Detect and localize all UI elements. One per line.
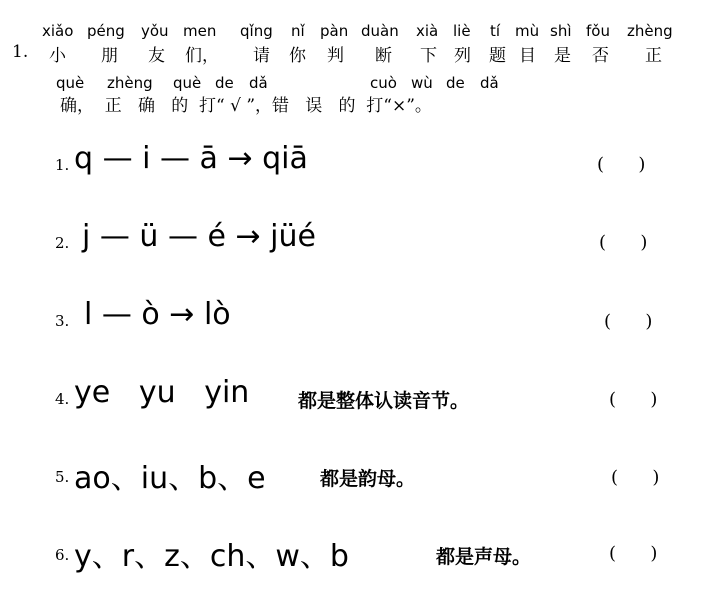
pinyin: xiǎo [42, 22, 74, 40]
hanzi: 你 [289, 46, 306, 66]
pinyin: shì [550, 22, 572, 40]
hanzi: 们， [185, 46, 219, 66]
pinyin: què [56, 74, 85, 92]
answer-blank[interactable]: ( ) [597, 154, 646, 175]
hanzi: 列 [454, 46, 471, 66]
statement-text: 都是声母。 [436, 546, 532, 568]
pinyin: nǐ [291, 22, 305, 40]
hanzi: 小 [49, 46, 66, 66]
item-number: 5. [55, 468, 70, 486]
statement-text: 都是韵母。 [320, 468, 416, 490]
item-number: 3. [55, 312, 70, 330]
pinyin: xià [416, 22, 439, 40]
pinyin: zhèng [627, 22, 673, 40]
answer-blank[interactable]: ( ) [599, 232, 648, 253]
pinyin: tí [490, 22, 501, 40]
statement-text: 都是整体认读音节。 [298, 390, 470, 412]
pinyin: fǒu [586, 22, 610, 40]
hanzi: 朋 [101, 46, 118, 66]
pinyin-expression: y、r、z、ch、w、b [74, 539, 349, 574]
answer-blank[interactable]: ( ) [609, 543, 658, 564]
hanzi: 题 [489, 46, 506, 66]
pinyin: què [173, 74, 202, 92]
pinyin: mù [515, 22, 540, 40]
pinyin: duàn [361, 22, 399, 40]
pinyin-expression: l — ò → lò [84, 297, 231, 332]
pinyin: de [215, 74, 234, 92]
hanzi: 是 [554, 46, 571, 66]
pinyin: de [446, 74, 465, 92]
pinyin: pàn [320, 22, 349, 40]
pinyin-expression: q — i — ā → qiā [74, 141, 308, 176]
pinyin: dǎ [480, 74, 499, 92]
hanzi: 下 [420, 46, 437, 66]
pinyin: liè [453, 22, 471, 40]
question-number: 1. [12, 42, 29, 62]
pinyin-expression: ye yu yin [74, 375, 250, 410]
pinyin: péng [87, 22, 125, 40]
hanzi: 请 [253, 46, 270, 66]
pinyin-expression: ao、iu、b、e [74, 461, 266, 496]
hanzi: 目 [519, 46, 536, 66]
hanzi: 友 [148, 46, 165, 66]
pinyin: men [183, 22, 217, 40]
pinyin: dǎ [249, 74, 268, 92]
item-number: 4. [55, 390, 70, 408]
pinyin: yǒu [141, 22, 169, 40]
pinyin: zhèng [107, 74, 153, 92]
answer-blank[interactable]: ( ) [604, 311, 653, 332]
answer-blank[interactable]: ( ) [609, 389, 658, 410]
hanzi: 断 [375, 46, 392, 66]
pinyin: cuò [370, 74, 397, 92]
item-number: 1. [55, 156, 70, 174]
hanzi: 判 [327, 46, 344, 66]
hanzi: 正 [645, 46, 662, 66]
pinyin: wù [411, 74, 433, 92]
instruction-line-2: 确， 正 确 的 打“ √ ”，错 误 的 打“×”。 [60, 96, 432, 116]
answer-blank[interactable]: ( ) [611, 467, 660, 488]
hanzi: 否 [592, 46, 609, 66]
item-number: 6. [55, 546, 70, 564]
pinyin-expression: j — ü — é → jüé [82, 219, 316, 254]
item-number: 2. [55, 234, 70, 252]
pinyin: qǐng [240, 22, 273, 40]
